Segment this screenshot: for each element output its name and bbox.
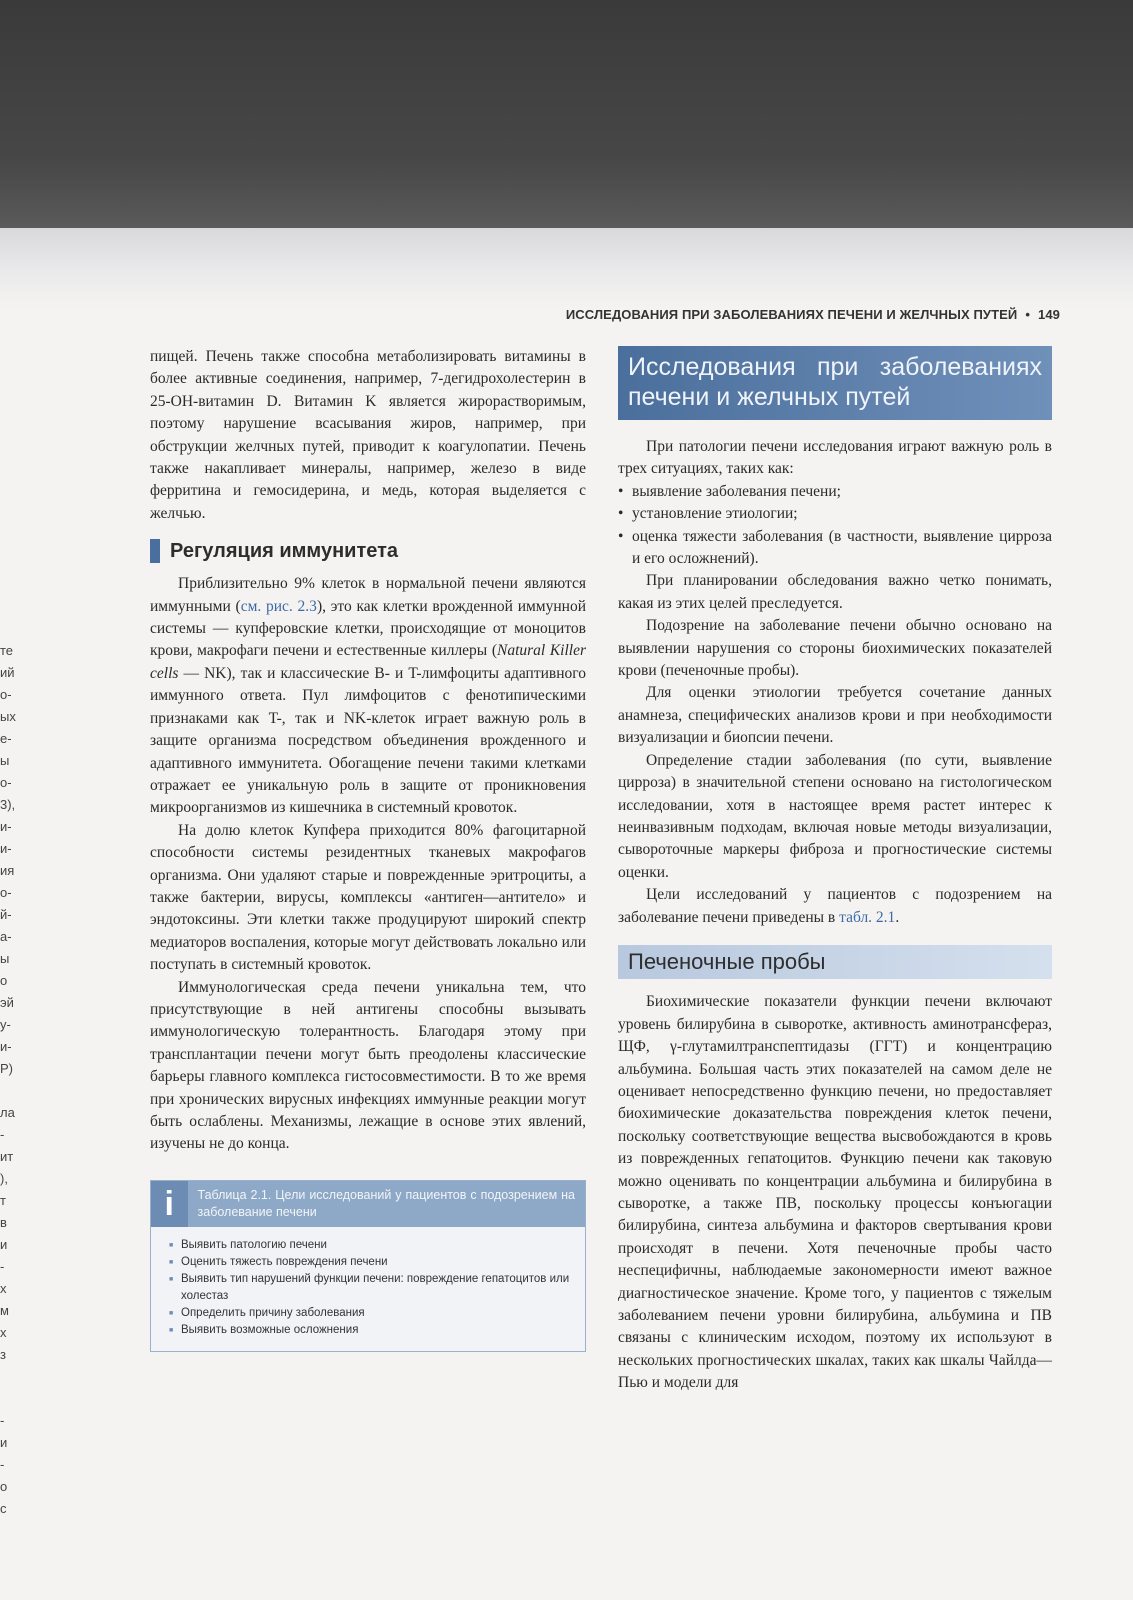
- paragraph: При планировании обследования важно четко понимать, какая из этих целей преследуется.: [618, 572, 1052, 612]
- margin-fragment: и: [0, 1435, 8, 1450]
- text: Цели исследований у пациентов с подозрением на заболевание печени приведены в: [618, 886, 1052, 926]
- bullet-list: [618, 481, 1052, 571]
- margin-fragment: -: [0, 1127, 5, 1142]
- list-item: ■ Оценить тяжесть повреждения печени: [169, 1254, 573, 1271]
- margin-fragment: х: [0, 1325, 7, 1340]
- margin-fragment: ла: [0, 1105, 15, 1120]
- paragraph: [150, 573, 586, 819]
- margin-fragment: о-: [0, 885, 12, 900]
- heading-bar: [150, 539, 160, 563]
- paragraph: При патологии печени исследования играют важную роль в трех ситуациях, таких как:: [618, 438, 1052, 478]
- margin-fragment: й-: [0, 907, 12, 922]
- list-item: ■ Выявить тип нарушений функции печени: повреждение гепатоцитов или холестаз: [169, 1271, 573, 1305]
- margin-fragment: о-: [0, 687, 12, 702]
- margin-fragment: -: [0, 1457, 5, 1472]
- paragraph: [618, 884, 1052, 929]
- margin-fragment: ых: [0, 709, 16, 724]
- section-heading: [150, 539, 586, 563]
- margin-fragment: о: [0, 973, 8, 988]
- margin-fragment: Р): [0, 1061, 13, 1076]
- running-head-title: ИССЛЕДОВАНИЯ ПРИ ЗАБОЛЕВАНИЯХ ПЕЧЕНИ И ЖЕЛЧНЫХ ПУТЕЙ: [565, 307, 1018, 322]
- table-info-box: [150, 1180, 586, 1352]
- margin-fragment: и-: [0, 841, 12, 856]
- section-heading-text: Регуляция иммунитета: [170, 540, 399, 563]
- list-item: • установление этиологии;: [618, 503, 1052, 525]
- margin-fragment: ы: [0, 951, 10, 966]
- paragraph: Для оценки этиологии требуется сочетание данных анамнеза, специфических анализов крови и при необходимости визуализации и биопсии печени.: [618, 684, 1052, 747]
- subsection-title: Печеночные пробы: [618, 945, 1052, 979]
- margin-fragment: эй: [0, 995, 14, 1010]
- margin-fragment: о-: [0, 775, 12, 790]
- margin-fragment: [0, 1080, 16, 1102]
- margin-fragment: -: [0, 1413, 5, 1428]
- list-item: ■ Выявить возможные осложнения: [169, 1322, 573, 1339]
- info-box-list: [151, 1227, 585, 1351]
- paragraph: Иммунологическая среда печени уникальна тем, что присутствующие в ней антигены способны вызывать иммунологическую толерантность. Благодаря этому при трансплантации печени могут быть преодолены классические барьеры главного комплекса гистосовместимости. В то же время при хронических вирусных инфекциях иммунные реакции могут быть ослаблены. Механизмы, лежащие в основе этих явлений, изучены не до конца.: [150, 978, 586, 1153]
- margin-fragment: ия: [0, 863, 15, 878]
- margin-fragment: в: [0, 1215, 7, 1230]
- margin-fragment: ),: [0, 1171, 8, 1186]
- margin-fragment: е-: [0, 731, 12, 746]
- margin-fragment: т: [0, 1193, 6, 1208]
- margin-fragment: [0, 1366, 16, 1388]
- margin-fragment: а-: [0, 929, 12, 944]
- right-column: [618, 346, 1052, 1395]
- info-icon: i: [151, 1181, 188, 1227]
- running-head: [440, 307, 1060, 322]
- margin-fragment: м: [0, 1303, 9, 1318]
- margin-fragment: у-: [0, 1017, 11, 1032]
- text: Приблизительно 9% клеток в нормальной печени являются иммунными (: [150, 575, 586, 615]
- margin-fragment: [0, 1388, 16, 1410]
- margin-fragment: з: [0, 1347, 6, 1362]
- margin-fragment: ий: [0, 665, 15, 680]
- margin-fragment: ит: [0, 1149, 14, 1164]
- margin-fragment: -: [0, 1259, 5, 1274]
- adjacent-page-margin: [0, 640, 16, 1520]
- list-item: • выявление заболевания печени;: [618, 481, 1052, 503]
- left-column: [150, 346, 586, 1352]
- italic-term: Natural Killer cells: [150, 642, 587, 682]
- figure-link[interactable]: см. рис. 2.3: [240, 597, 317, 615]
- paragraph: На долю клеток Купфера приходится 80% фагоцитарной способности системы резидентных тканевых макрофагов организма. Они удаляют старые и поврежденные эритроциты, а также бактерии, вирусы, комплексы «антиген—антитело» и эндотоксины. Эти клетки также продуцируют широкий спектр медиаторов воспаления, которые могут действовать локально или поступать в системный кровоток.: [150, 821, 586, 974]
- margin-fragment: те: [0, 643, 14, 658]
- list-item: ■ Определить причину заболевания: [169, 1305, 573, 1322]
- info-box-header: [151, 1181, 585, 1227]
- paragraph: Определение стадии заболевания (по сути, выявление цирроза) в значительной степени основано на гистологическом исследовании, хотя в настоящее время растет интерес к неинвазивным подходам, включая новые методы визуализации, сывороточные маркеры фиброза и прогностические системы оценки.: [618, 751, 1052, 881]
- running-head-separator: •: [1025, 307, 1030, 322]
- text: ), это как клетки врожденной иммунной системы — купферовские клетки, происходящие от моноцитов крови, макрофаги печени и естественные киллеры (: [150, 597, 586, 660]
- scan-dark-band: [0, 0, 1133, 228]
- chapter-section-title: Исследования при заболеваниях печени и желчных путей: [618, 346, 1052, 420]
- margin-fragment: и: [0, 1237, 8, 1252]
- paragraph: Биохимические показатели функции печени включают уровень билирубина в сыворотке, активность аминотрансфераз, ЩФ, γ-глутамилтранспептидазы (ГГТ) и концентрацию альбумина. Большая часть этих показателей на самом деле не оценивает непосредственно функцию печени, но предоставляет биохимические доказательства повреждения клеток печени, поскольку соответствующие вещества высвобождаются в кровь из поврежденных гепатоцитов. Функцию печени как таковую можно оценивать по концентрации альбумина и билирубина в сыворотке, а также ПВ, поскольку процессы конъюгации билирубина, синтеза альбумина и факторов свертывания крови происходят в печени. Хотя печеночные пробы часто неспецифичны, наблюдаемые закономерности имеют важное диагностическое значение. Кроме того, у пациентов с тяжелым заболеванием печени уровни билирубина, альбумина и ПВ связаны с клиническим исходом, поэтому их используют в нескольких прогностических шкалах, таких как шкалы Чайлда—Пью и модели для: [618, 993, 1052, 1392]
- margin-fragment: о: [0, 1479, 8, 1494]
- table-link[interactable]: табл. 2.1: [839, 908, 896, 926]
- list-item: ■ Выявить патологию печени: [169, 1237, 573, 1254]
- info-box-title: Таблица 2.1. Цели исследований у пациентов с подозрением на заболевание печени: [197, 1187, 575, 1219]
- margin-fragment: с: [0, 1501, 7, 1516]
- page-number: 149: [1038, 307, 1060, 322]
- paragraph: пищей. Печень также способна метаболизировать витамины в более активные соединения, например, 7-дегидрохолестерин в 25-ОН-витамин D. Витамин K является жирорастворимым, поэтому нарушение всасывания жиров, например, при обструкции желчных путей, приводит к коагулопатии. Печень также накапливает минералы, например, железо в виде ферритина и гемосидерина, и медь, которая выделяется с желчью.: [150, 348, 586, 522]
- list-item: • оценка тяжести заболевания (в частности, выявление цирроза и его осложнений).: [618, 526, 1052, 571]
- text: — NK), так и классические B- и T-лимфоциты адаптивного иммунного ответа. Пул лимфоцитов с фенотипическими признаками как T-, так и NK-клеток играет важную роль в защите организма посредством объединения врожденного и адаптивного иммунитета. Обогащение печени такими клетками отражает ее уникальную роль в защите от проникновения микроорганизмов из кишечника в системный кровоток.: [150, 664, 586, 817]
- paragraph: Подозрение на заболевание печени обычно основано на выявлении нарушения со стороны биохимических показателей крови (печеночные пробы).: [618, 617, 1052, 680]
- margin-fragment: 3),: [0, 797, 16, 812]
- margin-fragment: и-: [0, 1039, 12, 1054]
- margin-fragment: ы: [0, 753, 10, 768]
- scan-fade: [0, 228, 1133, 308]
- text: .: [895, 908, 900, 926]
- margin-fragment: и-: [0, 819, 12, 834]
- margin-fragment: х: [0, 1281, 7, 1296]
